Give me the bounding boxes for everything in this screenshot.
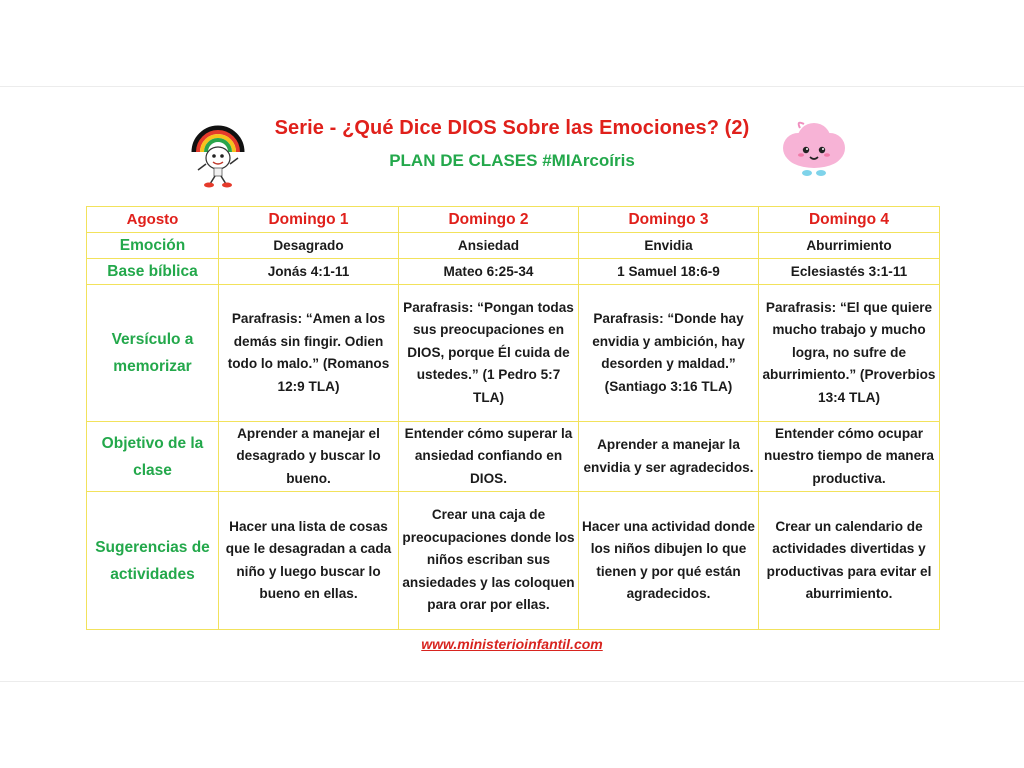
table-cell: Entender cómo superar la ansiedad confiando en DIOS. — [399, 422, 579, 492]
table-header-row — [87, 207, 940, 233]
table-cell: Parafrasis: “Amen a los demás sin fingir. Odien todo lo malo.” (Romanos 12:9 TLA) — [219, 285, 399, 422]
top-divider — [0, 86, 1024, 87]
table-cell: Parafrasis: “El que quiere mucho trabajo y mucho logra, no sufre de aburrimiento.” (Proverbios 13:4 TLA) — [759, 285, 940, 422]
page-title: Serie - ¿Qué Dice DIOS Sobre las Emociones? (2) — [274, 117, 750, 139]
table-cell: Desagrado — [219, 233, 399, 259]
column-header-domingo-4: Domingo 4 — [759, 207, 940, 233]
table-cell: Jonás 4:1-11 — [219, 259, 399, 285]
table-cell: Crear una caja de preocupaciones donde los niños escriban sus ansiedades y las coloquen para orar por ellas. — [399, 492, 579, 630]
table-row — [87, 285, 940, 422]
table-row — [87, 492, 940, 630]
table-cell: Parafrasis: “Pongan todas sus preocupaciones en DIOS, porque Él cuida de ustedes.” (1 Pedro 5:7 TLA) — [399, 285, 579, 422]
table-cell: Aprender a manejar la envidia y ser agradecidos. — [579, 422, 759, 492]
table-cell: Aprender a manejar el desagrado y buscar lo bueno. — [219, 422, 399, 492]
row-label-objetivo: Objetivo de la clase — [87, 422, 219, 492]
table-cell: Envidia — [579, 233, 759, 259]
website-link[interactable]: www.ministerioinfantil.com — [421, 636, 603, 652]
table-cell: 1 Samuel 18:6-9 — [579, 259, 759, 285]
column-header-domingo-2: Domingo 2 — [399, 207, 579, 233]
row-label-base-biblica: Base bíblica — [87, 259, 219, 285]
table-cell: Mateo 6:25-34 — [399, 259, 579, 285]
table-cell: Eclesiastés 3:1-11 — [759, 259, 940, 285]
column-header-domingo-3: Domingo 3 — [579, 207, 759, 233]
table-cell: Ansiedad — [399, 233, 579, 259]
row-label-versiculo: Versículo a memorizar — [87, 285, 219, 422]
table-cell: Parafrasis: “Donde hay envidia y ambición, hay desorden y maldad.” (Santiago 3:16 TLA) — [579, 285, 759, 422]
table-cell: Crear un calendario de actividades divertidas y productivas para evitar el aburrimiento. — [759, 492, 940, 630]
table-row — [87, 422, 940, 492]
table-cell: Hacer una actividad donde los niños dibujen lo que tienen y por qué están agradecidos. — [579, 492, 759, 630]
month-header: Agosto — [87, 207, 219, 233]
table-cell: Aburrimiento — [759, 233, 940, 259]
table-cell: Entender cómo ocupar nuestro tiempo de manera productiva. — [759, 422, 940, 492]
bottom-divider — [0, 681, 1024, 682]
row-label-emocion: Emoción — [87, 233, 219, 259]
table-row — [87, 233, 940, 259]
row-label-sugerencias: Sugerencias de actividades — [87, 492, 219, 630]
table-cell: Hacer una lista de cosas que le desagradan a cada niño y luego buscar lo bueno en ellas. — [219, 492, 399, 630]
page-subtitle: PLAN DE CLASES #MIArcoíris — [389, 151, 635, 170]
lesson-plan-table — [86, 206, 940, 630]
column-header-domingo-1: Domingo 1 — [219, 207, 399, 233]
table-row — [87, 259, 940, 285]
